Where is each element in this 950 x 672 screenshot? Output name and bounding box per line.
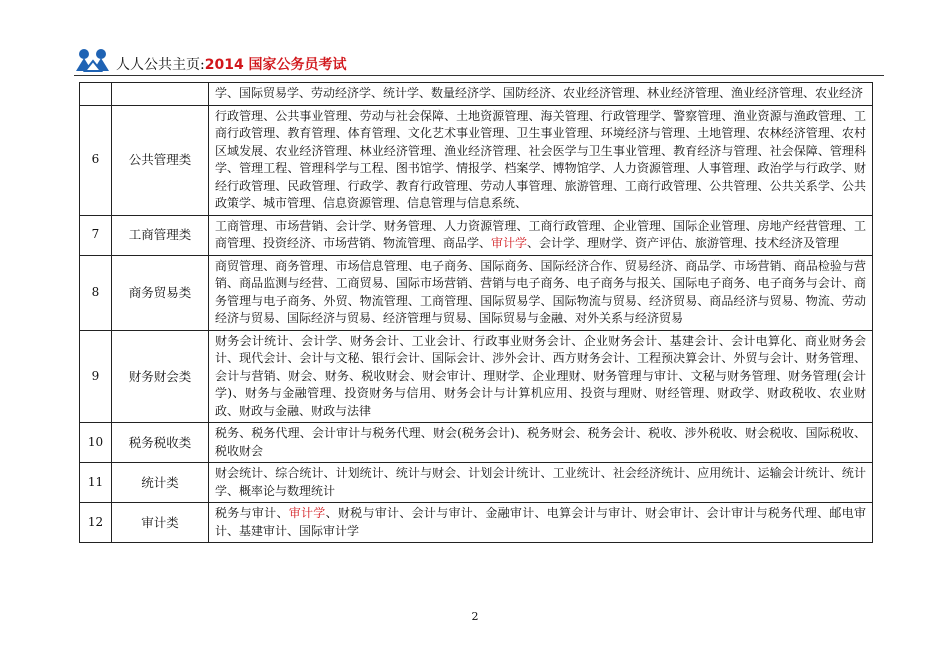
highlighted-major: 审计学 bbox=[491, 236, 528, 250]
majors-list bbox=[209, 83, 873, 106]
table-row bbox=[80, 423, 873, 463]
header-title: 2014 国家公务员考试 bbox=[204, 57, 347, 73]
category-name bbox=[112, 83, 209, 106]
table-row bbox=[80, 83, 873, 106]
highlighted-major: 审计学 bbox=[288, 506, 326, 520]
majors-text: 商贸管理、商务管理、市场信息管理、电子商务、国际商务、国际经济合作、贸易经济、商品学、市场营销、商品检验与营销、商品监测与经营、工商贸易、国际市场营销、营销与电子商务、电子商务与报关、国际电子商务、电子商务与会计、商务管理与电子商务、外贸、物流管理、工商管理、国际贸易学、国际物流与贸易、经济贸易、商品经济与贸易、物流、劳动经济与贸易、国际经济与贸易、经济管理与贸易、国际贸易与金融、对外关系与经济贸易 bbox=[215, 258, 866, 325]
majors-list bbox=[209, 330, 873, 423]
majors-text: 、财税与审计、会计与审计、金融审计、电算会计与审计、财会审计、会计审计与税务代理、邮电审计、基建审计、国际审计学 bbox=[215, 506, 866, 538]
majors-text: 财会统计、综合统计、计划统计、统计与财会、计划会计统计、工业统计、社会经济统计、应用统计、运输会计统计、统计学、概率论与数理统计 bbox=[215, 466, 866, 498]
table-row bbox=[80, 463, 873, 503]
table-row bbox=[80, 215, 873, 255]
table-body bbox=[80, 83, 873, 543]
majors-list bbox=[209, 463, 873, 503]
majors-text: 税务、税务代理、会计审计与税务代理、财会(税务会计)、税务财会、税务会计、税收、涉外税收、财会税收、国际税收、税收财会 bbox=[215, 426, 866, 458]
category-name: 税务税收类 bbox=[112, 423, 209, 463]
row-number: 8 bbox=[80, 255, 112, 330]
row-number: 6 bbox=[80, 105, 112, 215]
category-name: 审计类 bbox=[112, 503, 209, 543]
majors-list bbox=[209, 105, 873, 215]
majors-list bbox=[209, 423, 873, 463]
header-prefix: 人人公共主页: bbox=[116, 57, 205, 73]
row-number: 9 bbox=[80, 330, 112, 423]
header-divider bbox=[74, 75, 884, 76]
majors-text: 工商管理、市场营销、会计学、财务管理、人力资源管理、工商行政管理、企业管理、国际企业管理、房地产经营管理、工商管理、投资经济、市场营销、物流管理、商品学、 bbox=[215, 218, 866, 250]
majors-text: 、会计学、理财学、资产评估、旅游管理、技术经济及管理 bbox=[527, 236, 840, 250]
majors-list bbox=[209, 255, 873, 330]
table-row bbox=[80, 330, 873, 423]
renren-logo-icon bbox=[74, 46, 112, 72]
majors-text: 学、国际贸易学、劳动经济学、统计学、数量经济学、国防经济、农业经济管理、林业经济管理、渔业经济管理、农业经济 bbox=[215, 86, 864, 100]
row-number: 7 bbox=[80, 215, 112, 255]
row-number bbox=[80, 83, 112, 106]
majors-text: 行政管理、公共事业管理、劳动与社会保障、土地资源管理、海关管理、行政管理学、警察管理、渔业资源与渔政管理、工商行政管理、教育管理、体育管理、文化艺术事业管理、卫生事业管理、环境经济与管理、土地管理、农林经济管理、农村区域发展、农业经济管理、林业经济管理、渔业经济管理、社会医学与卫生事业管理、教育经济与管理、社会保障、管理科学、管理工程、管理科学与工程、图书馆学、情报学、档案学、博物馆学、人力资源管理、人事管理、政治学与行政学、财经行政管理、民政管理、行政学、教育行政管理、劳动人事管理、旅游管理、工商行政管理、公共管理、公共关系学、公共政策学、城市管理、信息资源管理、信息管理与信息系统、 bbox=[215, 108, 866, 210]
majors-list bbox=[209, 503, 873, 543]
table-row bbox=[80, 255, 873, 330]
majors-list bbox=[209, 215, 873, 255]
category-name: 工商管理类 bbox=[112, 215, 209, 255]
row-number: 10 bbox=[80, 423, 112, 463]
table-row bbox=[80, 503, 873, 543]
majors-text: 税务与审计、 bbox=[215, 506, 289, 520]
table-row bbox=[80, 105, 873, 215]
category-name: 公共管理类 bbox=[112, 105, 209, 215]
row-number: 12 bbox=[80, 503, 112, 543]
header-text bbox=[116, 54, 347, 74]
page-number: 2 bbox=[471, 610, 479, 623]
category-name: 财务财会类 bbox=[112, 330, 209, 423]
category-name: 统计类 bbox=[112, 463, 209, 503]
row-number: 11 bbox=[80, 463, 112, 503]
majors-text: 财务会计统计、会计学、财务会计、工业会计、行政事业财务会计、企业财务会计、基建会计、会计电算化、商业财务会计、现代会计、会计与文秘、银行会计、国际会计、涉外会计、西方财务会计、工程预决算会计、外贸与会计、财务管理、会计与营销、财会、财务、税收财会、财会审计、理财学、企业理财、财务管理与审计、文秘与财务管理、财务管理(会计学)、财务与金融管理、投资财务与信用、财务会计与计算机应用、投资与理财、财经管理、财政学、财政税收、农业财政、财政与金融、财政与法律 bbox=[215, 333, 866, 418]
major-category-table bbox=[79, 82, 873, 543]
category-name: 商务贸易类 bbox=[112, 255, 209, 330]
page-header bbox=[74, 42, 884, 76]
